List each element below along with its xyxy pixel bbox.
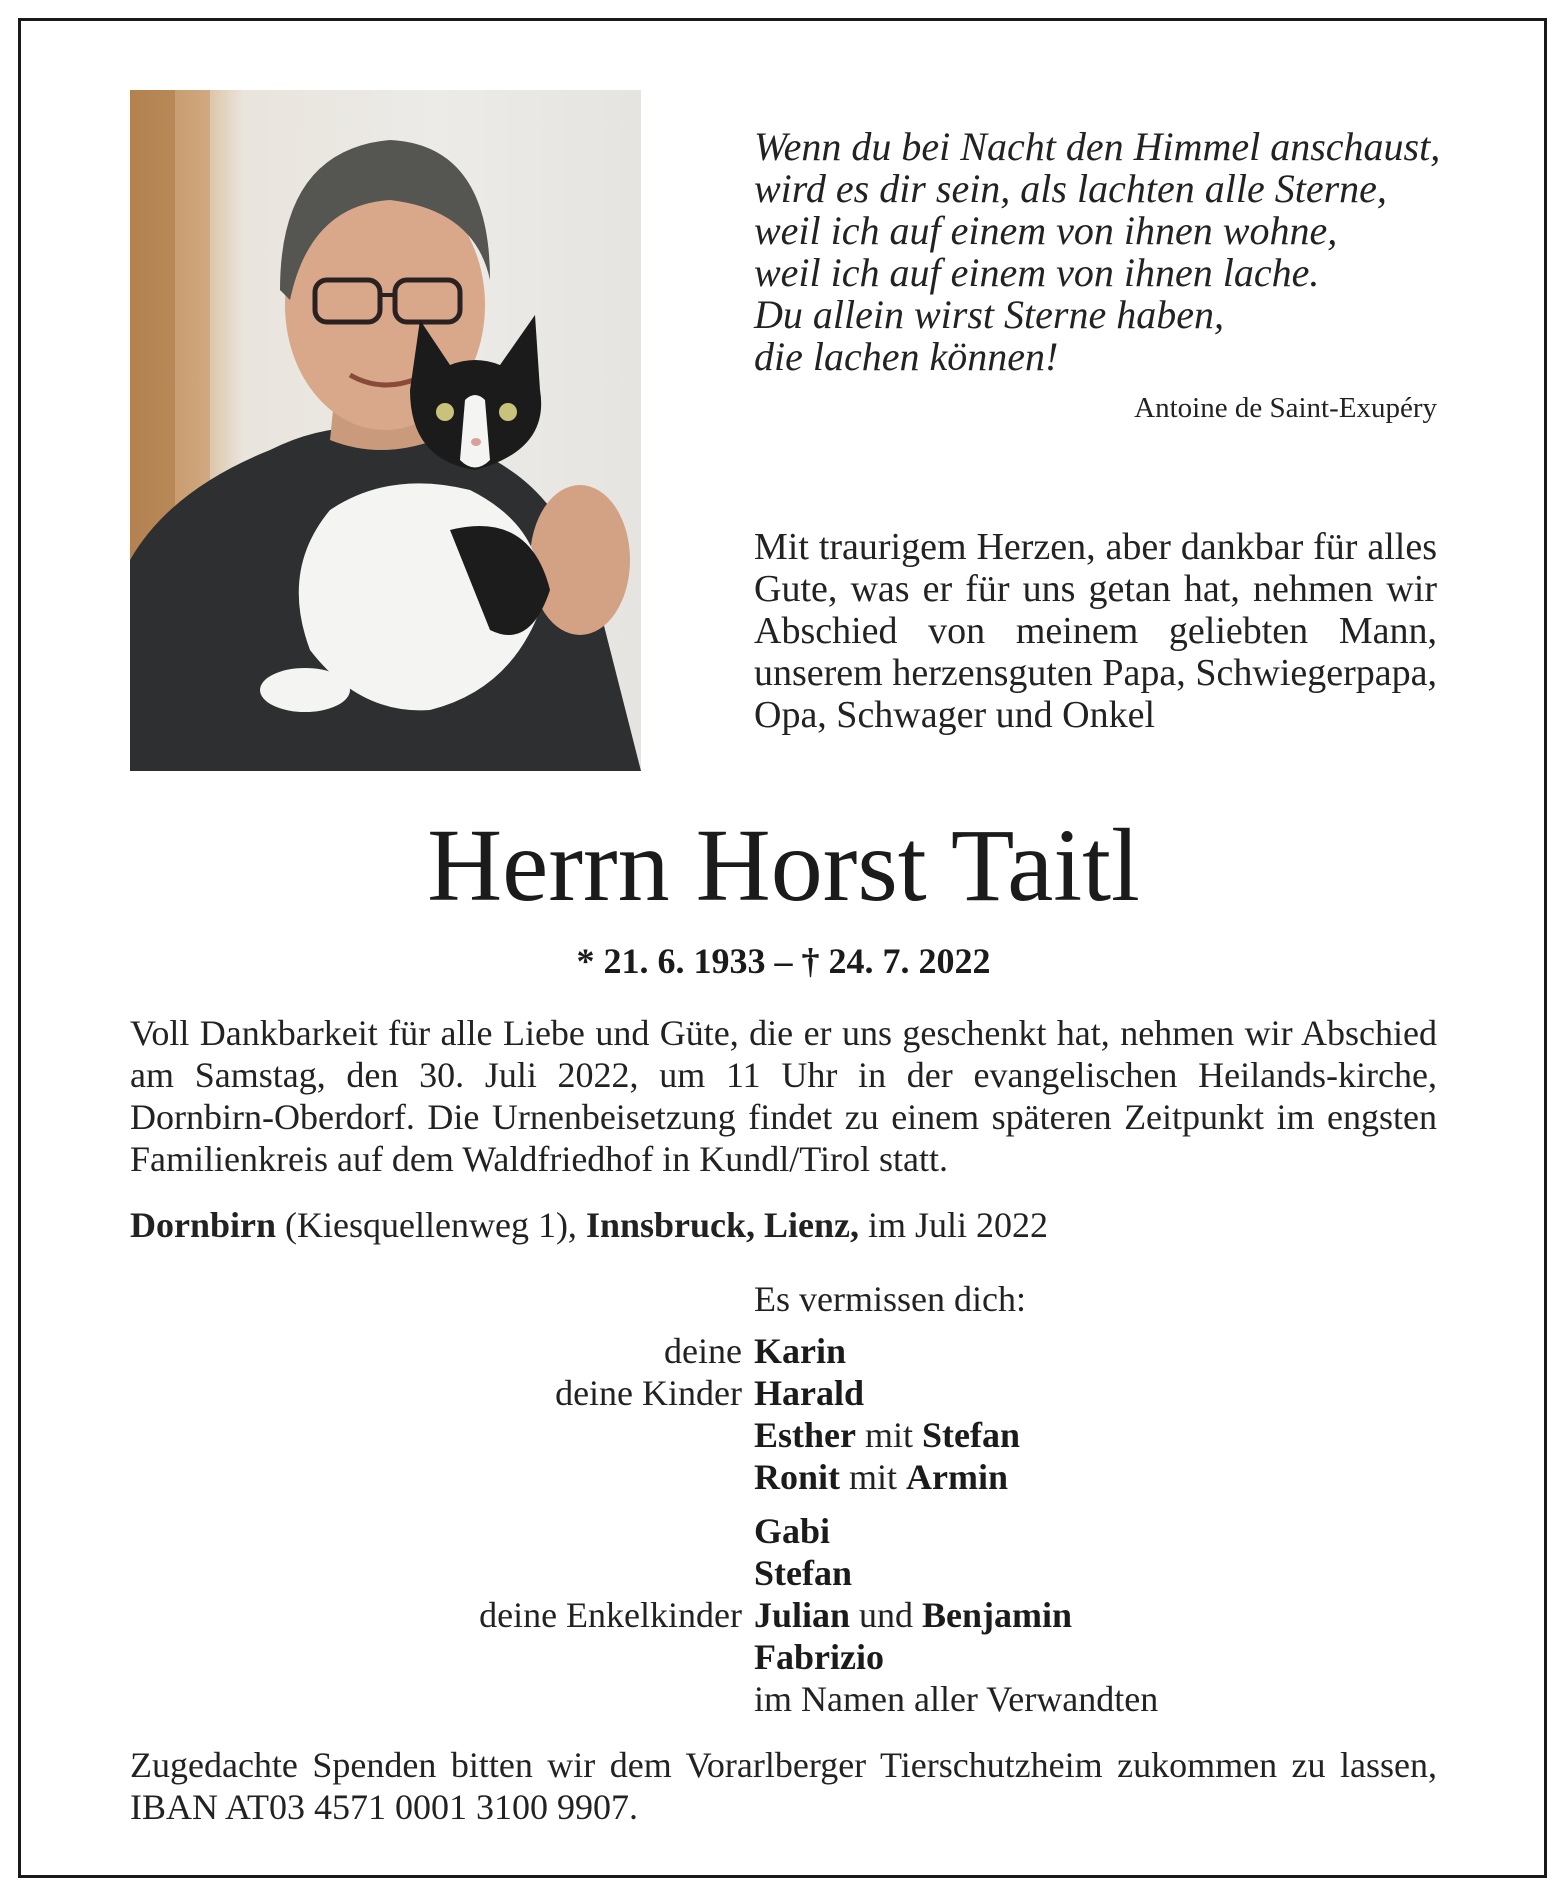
quote-line: Du allein wirst Sterne haben, [754, 292, 1224, 337]
child-name: Ronit mit Armin [754, 1457, 1009, 1497]
grandchild-name: Fabrizio [754, 1637, 884, 1677]
quote-line: weil ich auf einem von ihnen wohne, [754, 208, 1338, 253]
quote-line: wird es dir sein, als lachten alle Sterne, [754, 166, 1387, 211]
quote-line: weil ich auf einem von ihnen lache. [754, 250, 1320, 295]
child-name: Esther mit Stefan [754, 1415, 1021, 1455]
place-line [130, 1204, 1437, 1246]
place-date: im Juli 2022 [859, 1205, 1049, 1245]
intro-paragraph: Mit traurigem Herzen, aber dankbar für alles Gute, was er für uns getan hat, nehmen wir Abschied von meinem geliebten Mann, unserem herzensguten Papa, Schwiegerpapa, Opa, Schwager und Onkel [754, 526, 1437, 736]
closing-line: im Namen aller Verwandten [754, 1679, 1159, 1719]
quote-line: die lachen können! [754, 334, 1059, 379]
portrait-photo [130, 90, 641, 771]
place-city: Dornbirn [130, 1205, 277, 1245]
ceremony-paragraph: Voll Dankbarkeit für alle Liebe und Güte, die er uns geschenkt hat, nehmen wir Abschied am Samstag, den 30. Juli 2022, um 11 Uhr in der evangelischen Heilands-kirche, Dornbirn-Oberdorf. Die Urnenbeisetzung findet zu einem späteren Zeitpunkt im engsten Familienkreis auf dem Waldfriedhof in Kundl/Tirol statt. [130, 1013, 1437, 1179]
deceased-name: Herrn Horst Taitl [427, 808, 1140, 923]
donation-paragraph: Zugedachte Spenden bitten wir dem Vorarlberger Tierschutzheim zukommen zu lassen, IBAN AT03 4571 0001 3100 9907. [130, 1745, 1437, 1827]
grandchild-name: Julian und Benjamin [754, 1595, 1073, 1635]
place-address: (Kiesquellenweg 1), [276, 1205, 586, 1245]
epigraph-quote [754, 126, 1444, 378]
wife-label: deine [664, 1331, 742, 1371]
quote-line: Wenn du bei Nacht den Himmel anschaust, [754, 124, 1441, 169]
grandchild-name: Gabi [754, 1511, 831, 1551]
quote-author: Antoine de Saint-Exupéry [1134, 392, 1437, 424]
child-name: Harald [754, 1373, 865, 1413]
grandchild-name: Stefan [754, 1553, 852, 1593]
place-cities: Innsbruck, Lienz, [585, 1205, 860, 1245]
wife-name: Karin [754, 1331, 847, 1371]
life-dates: * 21. 6. 1933 – † 24. 7. 2022 [576, 941, 991, 981]
children-label: deine Kinder [555, 1373, 742, 1413]
grandchildren-label: deine Enkelkinder [479, 1595, 742, 1635]
mourners-title: Es vermissen dich: [754, 1279, 1026, 1319]
